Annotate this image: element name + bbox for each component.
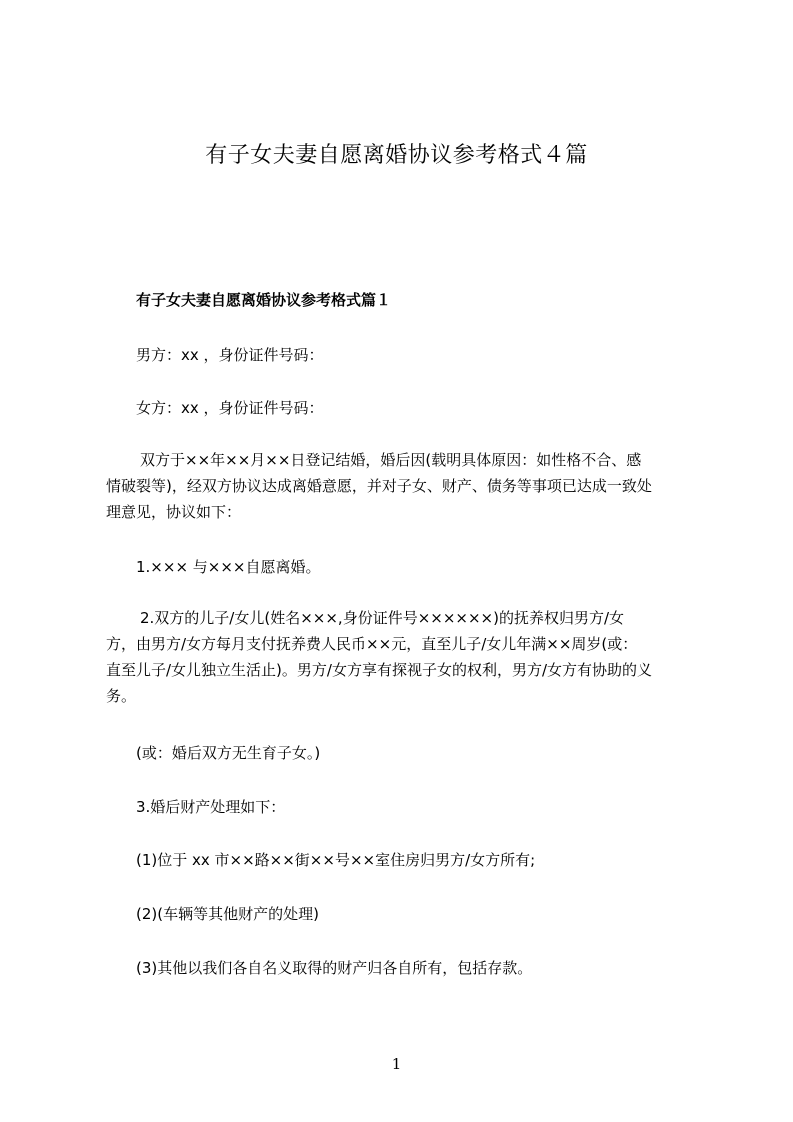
preamble-paragraph	[106, 447, 652, 525]
male-party-line: 男方：xx ，身份证件号码：	[136, 346, 324, 364]
clause-2-paragraph	[106, 605, 652, 709]
clause-2-line: 2.双方的儿子/女儿(姓名×××,身份证件号××××××)的抚养权归男方/女	[140, 609, 625, 627]
clause-1: 1.××× 与×××自愿离婚。	[136, 558, 321, 576]
clause-3-item-1: (1)位于 xx 市××路××街××号××室住房归男方/女方所有;	[136, 851, 536, 869]
preamble-line: 理意见，协议如下：	[106, 503, 242, 521]
clause-2-alternative: (或：婚后双方无生育子女。)	[136, 744, 321, 762]
clause-2-line: 方，由男方/女方每月支付抚养费人民币××元，直至儿子/女儿年满××周岁(或：	[106, 635, 638, 653]
clause-3: 3.婚后财产处理如下：	[136, 798, 286, 816]
preamble-line: 情破裂等)，经双方协议达成离婚意愿，并对子女、财产、债务等事项已达成一致处	[106, 477, 652, 495]
document-title: 有子女夫妻自愿离婚协议参考格式４篇	[205, 143, 588, 168]
clause-2-line: 直至儿子/女儿独立生活止)。男方/女方享有探视子女的权利，男方/女方有协助的义	[106, 661, 653, 679]
preamble-line: 双方于××年××月××日登记结婚，婚后因(载明具体原因：如性格不合、感	[140, 451, 642, 469]
clause-2-line: 务。	[106, 687, 137, 705]
clause-3-item-2: (2)(车辆等其他财产的处理)	[136, 905, 319, 923]
section-heading: 有子女夫妻自愿离婚协议参考格式篇１	[136, 291, 392, 309]
clause-3-item-3: (3)其他以我们各自名义取得的财产归各自所有，包括存款。	[136, 959, 533, 977]
female-party-line: 女方：xx ，身份证件号码：	[136, 399, 324, 417]
page-number: 1	[391, 1055, 402, 1073]
